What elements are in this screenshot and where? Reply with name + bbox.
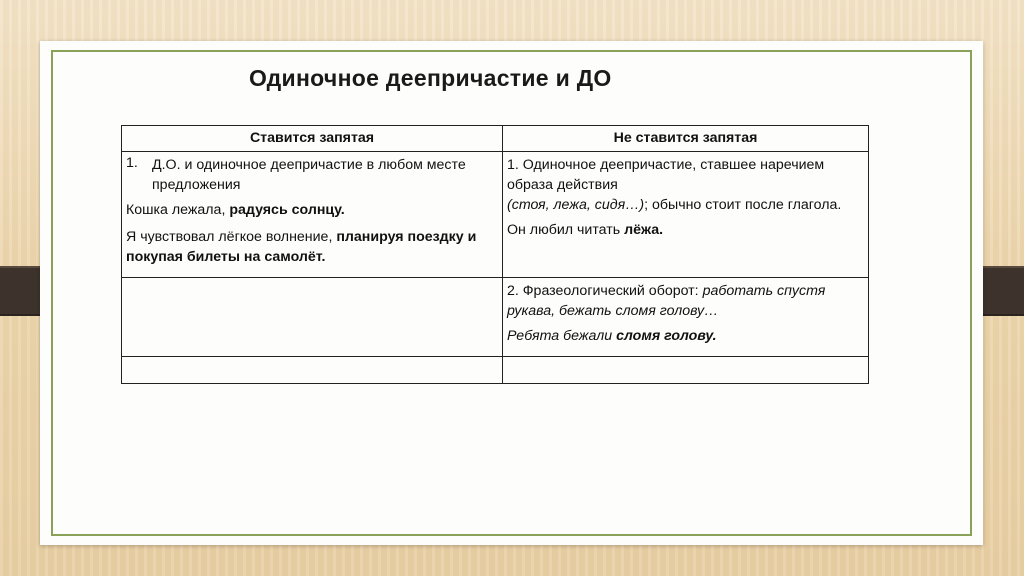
right-example-1-plain: Он любил читать	[507, 222, 625, 238]
rules-table	[121, 125, 869, 384]
right-rule-1-italic: (стоя, лежа, сидя…)	[507, 197, 645, 213]
right-rule-2-text: 2. Фразеологический оборот:	[507, 283, 703, 299]
right-example-2	[507, 326, 864, 346]
cell-empty-left	[122, 278, 503, 357]
header-no-comma: Не ставится запятая	[503, 126, 869, 152]
header-comma: Ставится запятая	[122, 126, 503, 152]
left-example-1	[126, 200, 498, 220]
table-row	[122, 357, 869, 384]
slide-title: Одиночное деепричастие и ДО	[249, 65, 612, 91]
table-row	[122, 278, 869, 357]
left-example-1-plain: Кошка лежала,	[126, 202, 230, 218]
table-header-row	[122, 126, 869, 152]
cell-no-comma-rules	[503, 152, 869, 278]
right-example-2-italic: Ребята бежали	[507, 328, 617, 344]
cell-comma-rules	[122, 152, 503, 278]
left-example-2-bold: планируя поездку и покупая билеты на самолёт.	[126, 229, 477, 265]
slide-card	[40, 41, 983, 545]
right-rule-1	[507, 155, 864, 215]
right-example-1-bold: лёжа.	[624, 222, 664, 238]
left-rule-number: 1.	[126, 155, 138, 171]
left-example-2-plain: Я чувствовал лёгкое волнение,	[126, 229, 337, 245]
right-example-2-bold-italic: сломя голову.	[616, 328, 717, 344]
left-example-1-bold: радуясь солнцу.	[229, 202, 345, 218]
right-rule-2-italic: работать спустя рукава, бежать сломя голову…	[507, 283, 826, 319]
left-example-2	[126, 227, 498, 267]
left-rule-text: Д.О. и одиночное деепричастие в любом месте предложения	[152, 157, 466, 193]
table-row	[122, 152, 869, 278]
cell-empty-bottom-right	[503, 357, 869, 384]
right-rule-1-text: 1. Одиночное деепричастие, ставшее наречием образа действия	[507, 157, 825, 193]
right-rule-2	[507, 281, 864, 321]
cell-phraseological	[503, 278, 869, 357]
right-example-1	[507, 220, 864, 240]
left-rule-item	[126, 155, 498, 200]
cell-empty-bottom-left	[122, 357, 503, 384]
right-rule-1-tail: ; обычно стоит после глагола.	[644, 197, 842, 213]
